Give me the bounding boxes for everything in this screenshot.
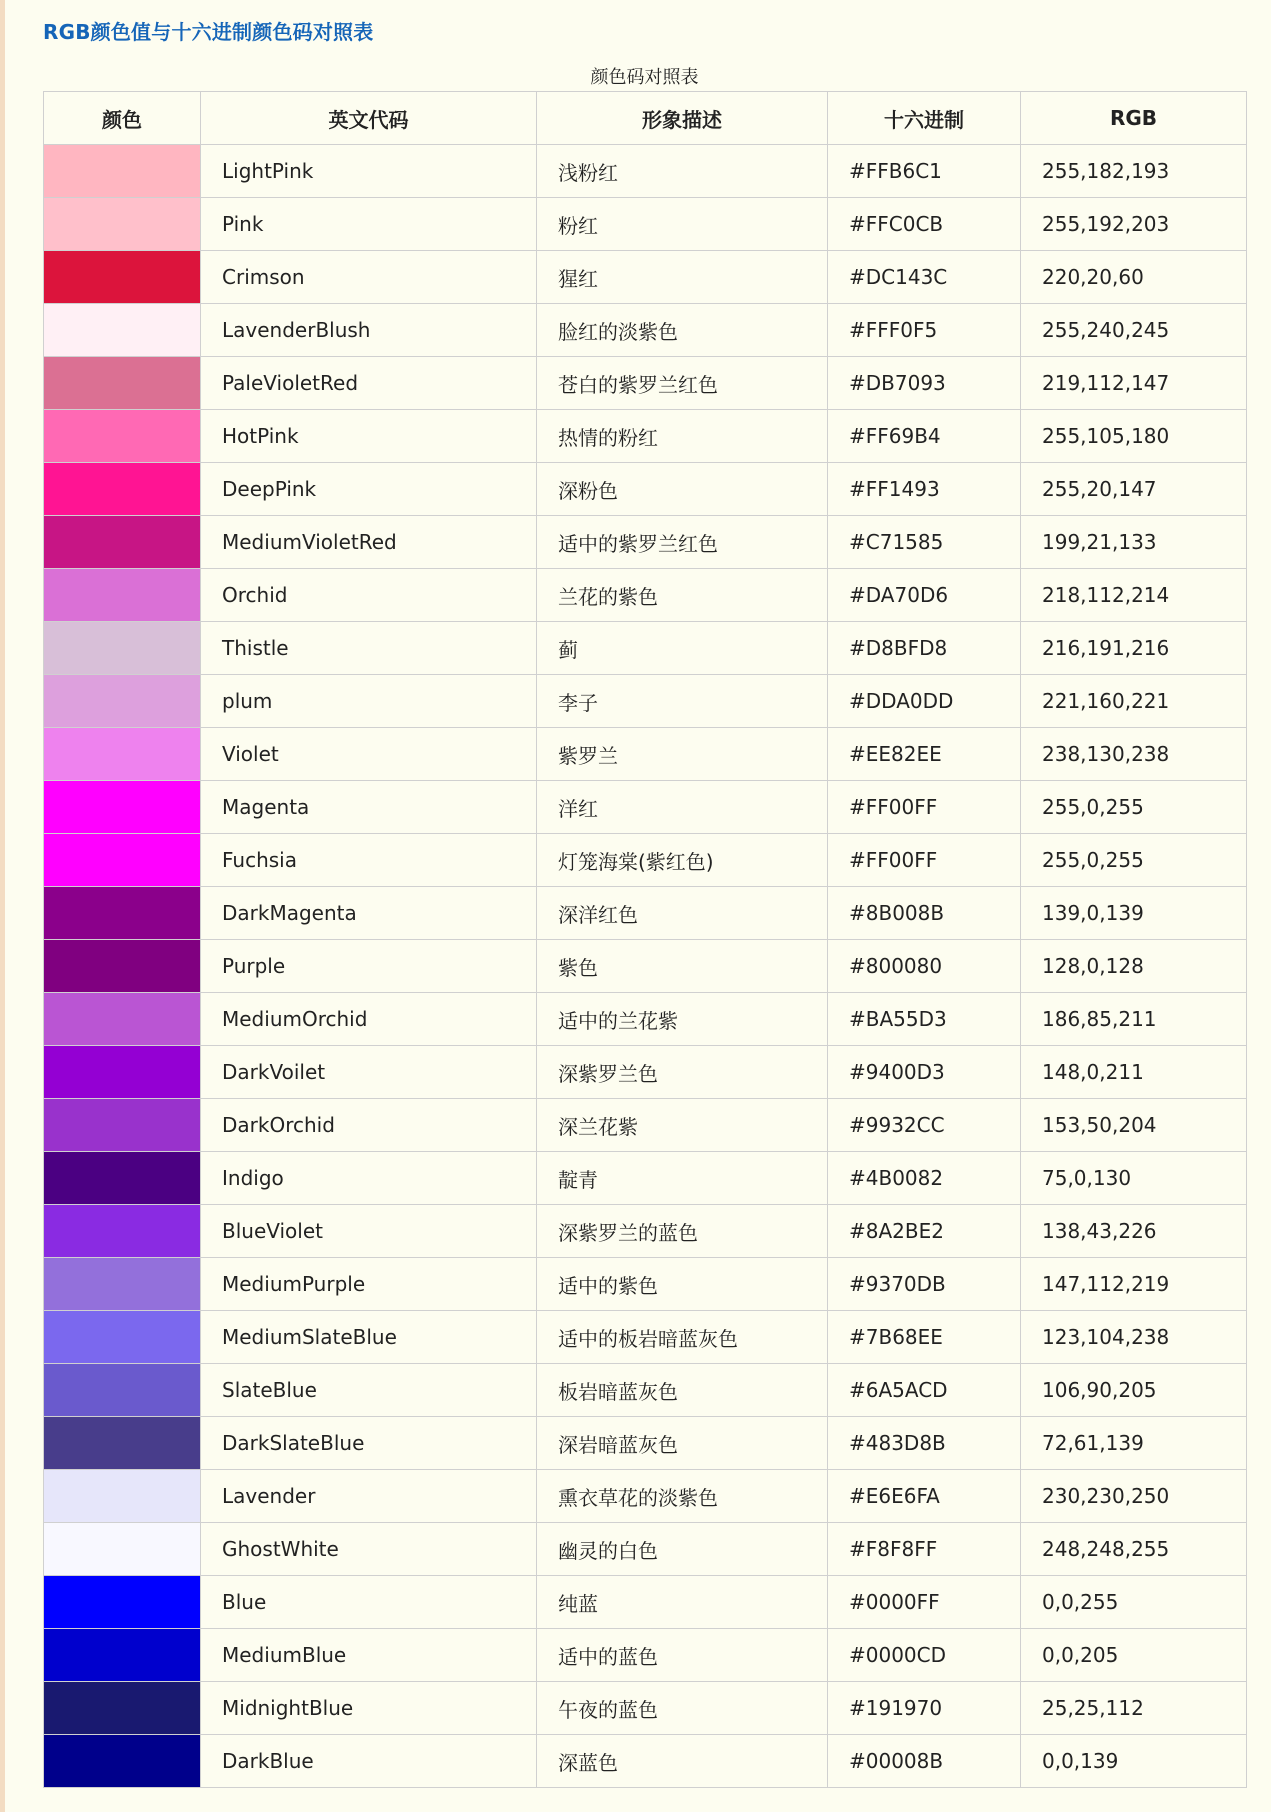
color-name-cell: Indigo <box>201 1152 537 1205</box>
color-name-cell: Blue <box>201 1576 537 1629</box>
color-description-cell: 李子 <box>537 675 828 728</box>
rgb-value-cell: 219,112,147 <box>1021 357 1247 410</box>
table-row <box>44 940 1247 993</box>
color-name-cell: PaleVioletRed <box>201 357 537 410</box>
color-name-cell: BlueViolet <box>201 1205 537 1258</box>
table-row <box>44 1523 1247 1576</box>
table-row <box>44 1311 1247 1364</box>
color-swatch <box>44 569 201 622</box>
header-description: 形象描述 <box>537 92 828 145</box>
color-description-cell: 苍白的紫罗兰红色 <box>537 357 828 410</box>
hex-code-cell: #00008B <box>828 1735 1021 1788</box>
color-description-cell: 适中的蓝色 <box>537 1629 828 1682</box>
color-swatch <box>44 1205 201 1258</box>
header-hex: 十六进制 <box>828 92 1021 145</box>
color-swatch <box>44 781 201 834</box>
hex-code-cell: #9370DB <box>828 1258 1021 1311</box>
color-description-cell: 蓟 <box>537 622 828 675</box>
color-description-cell: 适中的兰花紫 <box>537 993 828 1046</box>
header-row <box>44 92 1247 145</box>
color-description-cell: 猩红 <box>537 251 828 304</box>
rgb-value-cell: 199,21,133 <box>1021 516 1247 569</box>
table-row <box>44 304 1247 357</box>
color-swatch <box>44 463 201 516</box>
color-description-cell: 熏衣草花的淡紫色 <box>537 1470 828 1523</box>
color-swatch <box>44 834 201 887</box>
rgb-value-cell: 25,25,112 <box>1021 1682 1247 1735</box>
hex-code-cell: #4B0082 <box>828 1152 1021 1205</box>
hex-code-cell: #FFB6C1 <box>828 145 1021 198</box>
hex-code-cell: #DA70D6 <box>828 569 1021 622</box>
header-english-code: 英文代码 <box>201 92 537 145</box>
color-name-cell: Fuchsia <box>201 834 537 887</box>
hex-code-cell: #BA55D3 <box>828 993 1021 1046</box>
table-row <box>44 1046 1247 1099</box>
color-description-cell: 午夜的蓝色 <box>537 1682 828 1735</box>
hex-code-cell: #F8F8FF <box>828 1523 1021 1576</box>
color-description-cell: 板岩暗蓝灰色 <box>537 1364 828 1417</box>
color-description-cell: 适中的板岩暗蓝灰色 <box>537 1311 828 1364</box>
hex-code-cell: #9932CC <box>828 1099 1021 1152</box>
hex-code-cell: #FF00FF <box>828 781 1021 834</box>
rgb-value-cell: 139,0,139 <box>1021 887 1247 940</box>
hex-code-cell: #9400D3 <box>828 1046 1021 1099</box>
header-rgb: RGB <box>1021 92 1247 145</box>
color-description-cell: 紫罗兰 <box>537 728 828 781</box>
color-name-cell: LavenderBlush <box>201 304 537 357</box>
hex-code-cell: #483D8B <box>828 1417 1021 1470</box>
hex-code-cell: #FF1493 <box>828 463 1021 516</box>
rgb-value-cell: 216,191,216 <box>1021 622 1247 675</box>
hex-code-cell: #7B68EE <box>828 1311 1021 1364</box>
table-row <box>44 1735 1247 1788</box>
hex-code-cell: #191970 <box>828 1682 1021 1735</box>
hex-code-cell: #DDA0DD <box>828 675 1021 728</box>
table-row <box>44 622 1247 675</box>
color-description-cell: 深岩暗蓝灰色 <box>537 1417 828 1470</box>
rgb-value-cell: 106,90,205 <box>1021 1364 1247 1417</box>
color-swatch <box>44 516 201 569</box>
color-swatch <box>44 1364 201 1417</box>
color-description-cell: 热情的粉红 <box>537 410 828 463</box>
color-swatch <box>44 887 201 940</box>
color-description-cell: 紫色 <box>537 940 828 993</box>
table-row <box>44 1152 1247 1205</box>
rgb-value-cell: 0,0,139 <box>1021 1735 1247 1788</box>
table-row <box>44 781 1247 834</box>
color-name-cell: MidnightBlue <box>201 1682 537 1735</box>
hex-code-cell: #C71585 <box>828 516 1021 569</box>
table-row <box>44 1682 1247 1735</box>
color-description-cell: 幽灵的白色 <box>537 1523 828 1576</box>
color-swatch <box>44 728 201 781</box>
rgb-value-cell: 148,0,211 <box>1021 1046 1247 1099</box>
rgb-value-cell: 248,248,255 <box>1021 1523 1247 1576</box>
rgb-value-cell: 220,20,60 <box>1021 251 1247 304</box>
color-swatch <box>44 1629 201 1682</box>
color-name-cell: MediumSlateBlue <box>201 1311 537 1364</box>
color-description-cell: 深蓝色 <box>537 1735 828 1788</box>
rgb-value-cell: 255,0,255 <box>1021 781 1247 834</box>
hex-code-cell: #FF69B4 <box>828 410 1021 463</box>
color-description-cell: 粉红 <box>537 198 828 251</box>
table-row <box>44 1258 1247 1311</box>
rgb-value-cell: 221,160,221 <box>1021 675 1247 728</box>
color-description-cell: 兰花的紫色 <box>537 569 828 622</box>
table-caption: 颜色码对照表 <box>590 67 699 88</box>
rgb-value-cell: 186,85,211 <box>1021 993 1247 1046</box>
color-swatch <box>44 198 201 251</box>
color-name-cell: Purple <box>201 940 537 993</box>
rgb-value-cell: 238,130,238 <box>1021 728 1247 781</box>
hex-code-cell: #D8BFD8 <box>828 622 1021 675</box>
rgb-value-cell: 153,50,204 <box>1021 1099 1247 1152</box>
table-row <box>44 1417 1247 1470</box>
color-swatch <box>44 1417 201 1470</box>
table-row <box>44 887 1247 940</box>
rgb-value-cell: 255,0,255 <box>1021 834 1247 887</box>
color-description-cell: 适中的紫色 <box>537 1258 828 1311</box>
table-row <box>44 1576 1247 1629</box>
table-row <box>44 1470 1247 1523</box>
hex-code-cell: #FFF0F5 <box>828 304 1021 357</box>
hex-code-cell: #EE82EE <box>828 728 1021 781</box>
rgb-value-cell: 255,182,193 <box>1021 145 1247 198</box>
hex-code-cell: #8B008B <box>828 887 1021 940</box>
color-swatch <box>44 1735 201 1788</box>
rgb-value-cell: 255,105,180 <box>1021 410 1247 463</box>
hex-code-cell: #DB7093 <box>828 357 1021 410</box>
color-description-cell: 适中的紫罗兰红色 <box>537 516 828 569</box>
color-name-cell: GhostWhite <box>201 1523 537 1576</box>
rgb-value-cell: 0,0,205 <box>1021 1629 1247 1682</box>
rgb-value-cell: 128,0,128 <box>1021 940 1247 993</box>
table-row <box>44 1099 1247 1152</box>
color-swatch <box>44 251 201 304</box>
table-header <box>44 92 1247 145</box>
table-row <box>44 834 1247 887</box>
left-edge-strip <box>0 0 5 1812</box>
color-swatch <box>44 1311 201 1364</box>
color-swatch <box>44 1682 201 1735</box>
color-swatch <box>44 1046 201 1099</box>
hex-code-cell: #8A2BE2 <box>828 1205 1021 1258</box>
table-row <box>44 410 1247 463</box>
color-swatch <box>44 1523 201 1576</box>
color-description-cell: 靛青 <box>537 1152 828 1205</box>
rgb-value-cell: 218,112,214 <box>1021 569 1247 622</box>
table-row <box>44 463 1247 516</box>
color-swatch <box>44 410 201 463</box>
table-row <box>44 993 1247 1046</box>
table-row <box>44 516 1247 569</box>
table-row <box>44 198 1247 251</box>
color-swatch <box>44 622 201 675</box>
color-name-cell: HotPink <box>201 410 537 463</box>
color-name-cell: DarkMagenta <box>201 887 537 940</box>
color-name-cell: MediumBlue <box>201 1629 537 1682</box>
color-name-cell: SlateBlue <box>201 1364 537 1417</box>
color-description-cell: 深粉色 <box>537 463 828 516</box>
color-description-cell: 深紫罗兰色 <box>537 1046 828 1099</box>
header-color: 颜色 <box>44 92 201 145</box>
color-description-cell: 脸红的淡紫色 <box>537 304 828 357</box>
hex-code-cell: #DC143C <box>828 251 1021 304</box>
rgb-value-cell: 75,0,130 <box>1021 1152 1247 1205</box>
rgb-value-cell: 147,112,219 <box>1021 1258 1247 1311</box>
rgb-value-cell: 138,43,226 <box>1021 1205 1247 1258</box>
table-row <box>44 357 1247 410</box>
color-description-cell: 纯蓝 <box>537 1576 828 1629</box>
color-swatch <box>44 304 201 357</box>
color-name-cell: DarkSlateBlue <box>201 1417 537 1470</box>
table-row <box>44 1205 1247 1258</box>
color-name-cell: DarkOrchid <box>201 1099 537 1152</box>
rgb-value-cell: 230,230,250 <box>1021 1470 1247 1523</box>
table-row <box>44 1364 1247 1417</box>
color-description-cell: 深洋红色 <box>537 887 828 940</box>
color-name-cell: Crimson <box>201 251 537 304</box>
table-row <box>44 675 1247 728</box>
rgb-value-cell: 123,104,238 <box>1021 1311 1247 1364</box>
color-name-cell: Violet <box>201 728 537 781</box>
hex-code-cell: #E6E6FA <box>828 1470 1021 1523</box>
color-table <box>43 91 1247 1788</box>
color-name-cell: DarkBlue <box>201 1735 537 1788</box>
rgb-value-cell: 72,61,139 <box>1021 1417 1247 1470</box>
hex-code-cell: #6A5ACD <box>828 1364 1021 1417</box>
color-name-cell: Thistle <box>201 622 537 675</box>
color-name-cell: MediumVioletRed <box>201 516 537 569</box>
hex-code-cell: #FF00FF <box>828 834 1021 887</box>
color-swatch <box>44 145 201 198</box>
color-description-cell: 浅粉红 <box>537 145 828 198</box>
color-name-cell: DarkVoilet <box>201 1046 537 1099</box>
color-description-cell: 深兰花紫 <box>537 1099 828 1152</box>
page-title: RGB颜色值与十六进制颜色码对照表 <box>43 20 374 44</box>
color-name-cell: MediumOrchid <box>201 993 537 1046</box>
color-swatch <box>44 1152 201 1205</box>
color-name-cell: LightPink <box>201 145 537 198</box>
rgb-value-cell: 255,192,203 <box>1021 198 1247 251</box>
color-name-cell: MediumPurple <box>201 1258 537 1311</box>
hex-code-cell: #0000CD <box>828 1629 1021 1682</box>
hex-code-cell: #800080 <box>828 940 1021 993</box>
color-name-cell: Orchid <box>201 569 537 622</box>
color-description-cell: 深紫罗兰的蓝色 <box>537 1205 828 1258</box>
color-swatch <box>44 940 201 993</box>
hex-code-cell: #0000FF <box>828 1576 1021 1629</box>
rgb-value-cell: 255,20,147 <box>1021 463 1247 516</box>
color-swatch <box>44 675 201 728</box>
color-name-cell: Pink <box>201 198 537 251</box>
table-row <box>44 569 1247 622</box>
table-row <box>44 251 1247 304</box>
rgb-value-cell: 255,240,245 <box>1021 304 1247 357</box>
color-name-cell: Magenta <box>201 781 537 834</box>
color-swatch <box>44 357 201 410</box>
table-row <box>44 1629 1247 1682</box>
color-name-cell: DeepPink <box>201 463 537 516</box>
color-swatch <box>44 1258 201 1311</box>
color-swatch <box>44 993 201 1046</box>
color-swatch <box>44 1099 201 1152</box>
color-swatch <box>44 1576 201 1629</box>
color-name-cell: plum <box>201 675 537 728</box>
color-description-cell: 灯笼海棠(紫红色) <box>537 834 828 887</box>
table-body <box>44 145 1247 1788</box>
table-row <box>44 145 1247 198</box>
hex-code-cell: #FFC0CB <box>828 198 1021 251</box>
color-description-cell: 洋红 <box>537 781 828 834</box>
rgb-value-cell: 0,0,255 <box>1021 1576 1247 1629</box>
color-name-cell: Lavender <box>201 1470 537 1523</box>
color-swatch <box>44 1470 201 1523</box>
table-row <box>44 728 1247 781</box>
